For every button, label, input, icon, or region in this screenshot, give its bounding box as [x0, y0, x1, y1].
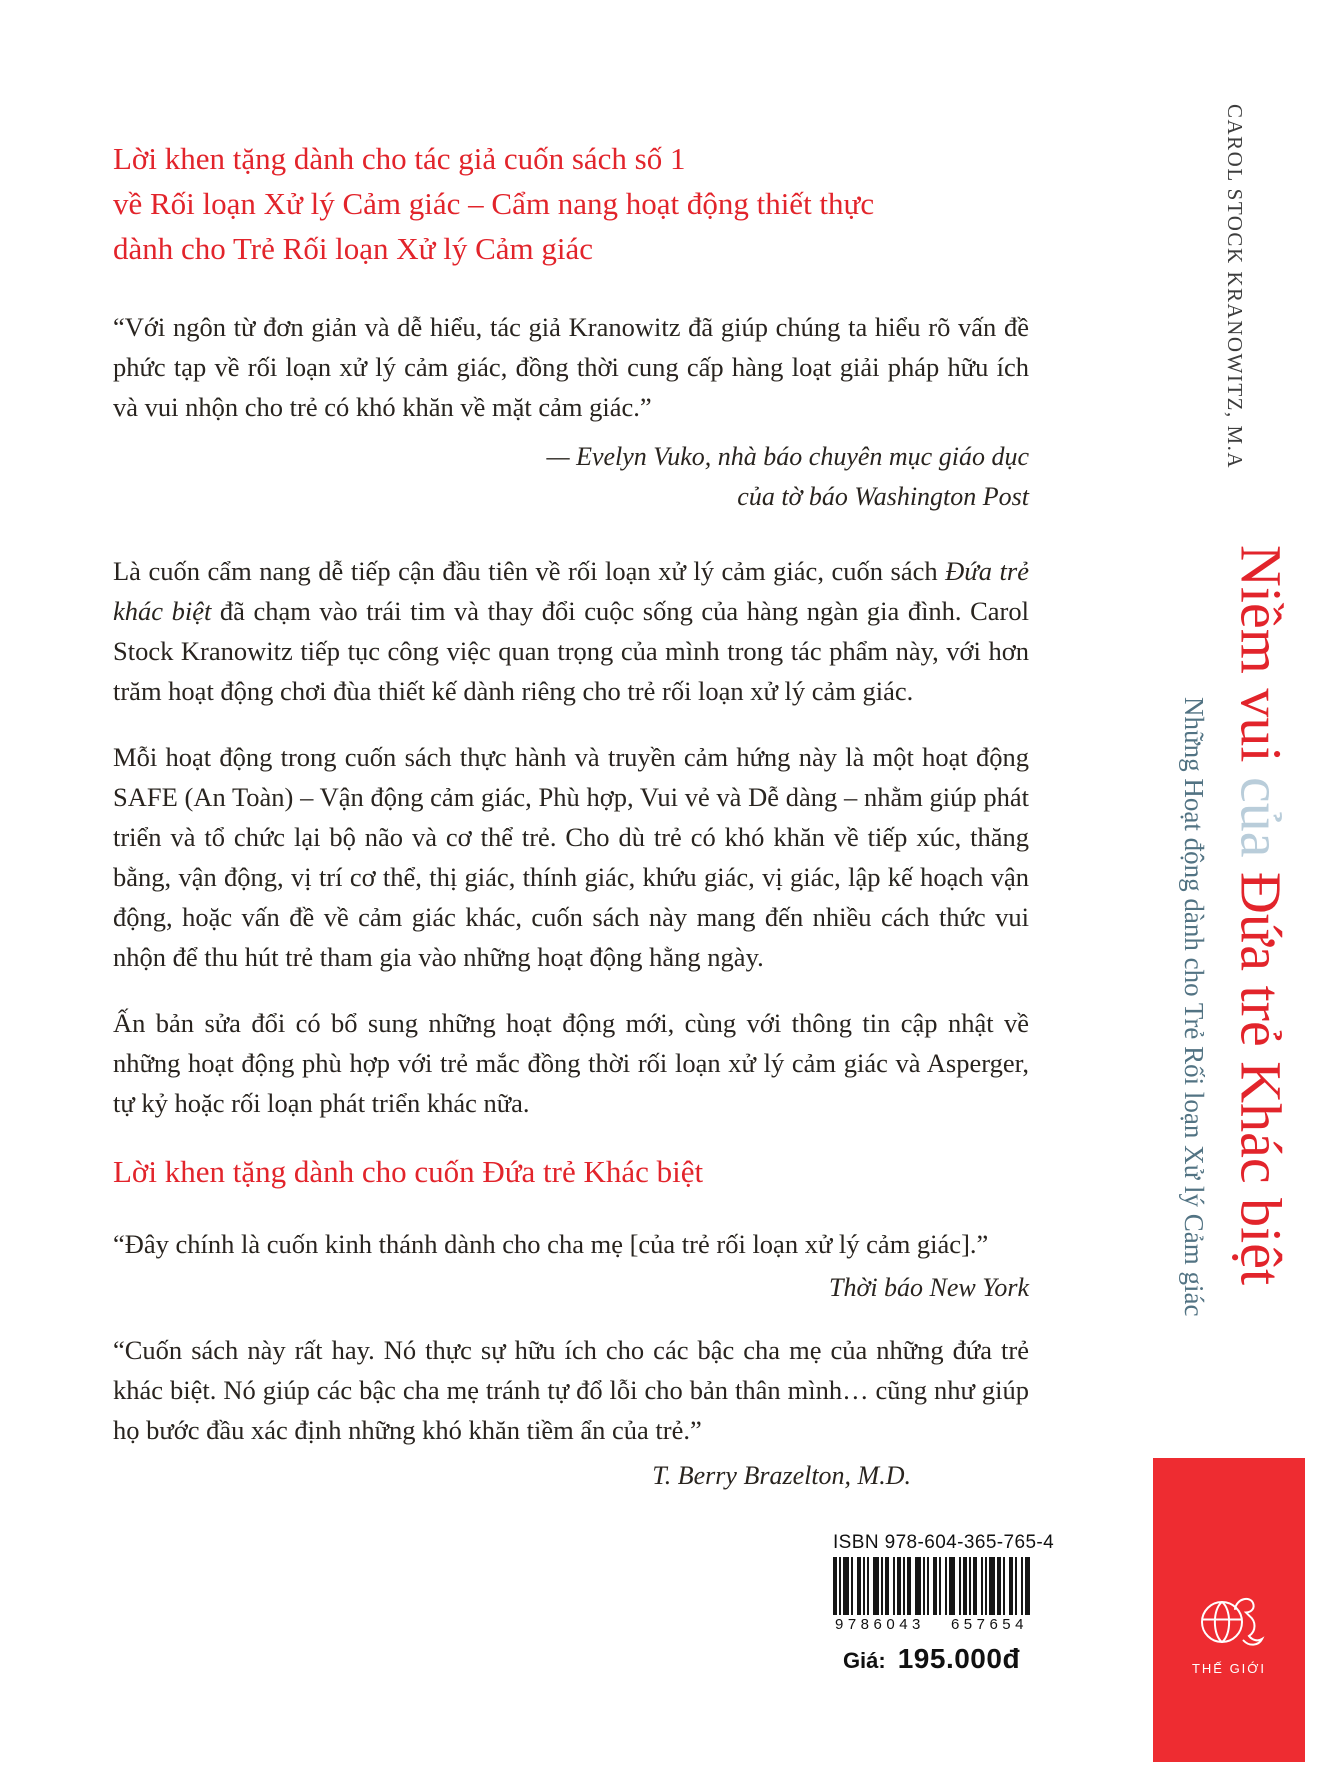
heading-line: về Rối loạn Xử lý Cảm giác – Cẩm nang hoạt động thiết thực: [113, 186, 875, 221]
spine-book-subtitle: Những Hoạt động dành cho Trẻ Rối loạn Xử lý Cảm giác: [1179, 697, 1209, 1317]
price-value: 195.000đ: [897, 1643, 1021, 1674]
praise-heading-book: Lời khen tặng dành cho cuốn Đứa trẻ Khác biệt: [113, 1154, 704, 1189]
para-book-intro: Là cuốn cẩm nang dễ tiếp cận đầu tiên về rối loạn xử lý cảm giác, cuốn sách Đứa trẻ khác biệt đã chạm vào trái tim và thay đổi cuộc sống của hàng ngàn gia đình. Carol Stock Kranowitz tiếp tục công việc quan trọng của mình trong tác phẩm này, với hơn trăm hoạt động chơi đùa thiết kế dành riêng cho trẻ rối loạn xử lý cảm giác.: [113, 556, 1029, 706]
barcode-digits: [833, 1616, 1030, 1633]
para-revised-edition: Ấn bản sửa đổi có bổ sung những hoạt động mới, cùng với thông tin cập nhật về những hoạt động phù hợp với trẻ mắc đồng thời rối loạn xử lý cảm giác và Asperger, tự kỷ hoặc rối loạn phát triển khác nữa.: [113, 1008, 1029, 1118]
attribution-brazelton: T. Berry Brazelton, M.D.: [652, 1461, 911, 1490]
para-safe-activities: Mỗi hoạt động trong cuốn sách thực hành và truyền cảm hứng này là một hoạt động SAFE (An Toàn) – Vận động cảm giác, Phù hợp, Vui vẻ và Dễ dàng – nhằm giúp phát triển và tổ chức lại bộ não và cơ thể trẻ. Cho dù trẻ có khó khăn về tiếp xúc, thăng bằng, vận động, vị trí cơ thể, thị giác, thính giác, khứu giác, vị giác, lập kế hoạch vận động, hoặc vấn đề về cảm giác khác, cuốn sách này mang đến nhiều cách thức vui nhộn để thu hút trẻ tham gia vào những hoạt động hằng ngày.: [113, 742, 1029, 972]
heading-line: Lời khen tặng dành cho tác giả cuốn sách số 1: [113, 141, 686, 176]
colophon: [833, 1532, 1055, 1675]
heading-line: dành cho Trẻ Rối loạn Xử lý Cảm giác: [113, 231, 594, 266]
barcode-digits-left: 9786043: [835, 1616, 925, 1633]
quote-evelyn-vuko: “Với ngôn từ đơn giản và dễ hiểu, tác giả Kranowitz đã giúp chúng ta hiểu rõ vấn đề phức tạp về rối loạn xử lý cảm giác, đồng thời cung cấp hàng loạt giải pháp hữu ích và vui nhộn cho trẻ có khó khăn về mặt cảm giác.”: [113, 312, 1029, 422]
attribution-evelyn-vuko: [113, 437, 1029, 517]
price-label: Giá:: [842, 1648, 886, 1673]
price: [833, 1643, 1030, 1675]
spine-author-name: CAROL STOCK KRANOWITZ, M.A: [1223, 104, 1247, 470]
spine-book-title: Niềm vui của Đứa trẻ Khác biệt: [1228, 545, 1294, 1286]
publisher-name: THẾ GIỚI: [1191, 1660, 1267, 1676]
main-content: [113, 136, 1029, 1496]
quote-brazelton: “Cuốn sách này rất hay. Nó thực sự hữu ích cho các bậc cha mẹ của những đứa trẻ khác biệt. Nó giúp các bậc cha mẹ tránh tự đổ lỗi cho bản thân mình… cũng như giúp họ bước đầu xác định những khó khăn tiềm ẩn của trẻ.”: [113, 1335, 1029, 1445]
barcode-digits-right: 657654: [950, 1616, 1028, 1633]
attribution-line: — Evelyn Vuko, nhà báo chuyên mục giáo dục: [546, 442, 1029, 471]
barcode-icon: [833, 1557, 1030, 1615]
praise-heading-author: [113, 136, 1029, 271]
globe-dove-logo-icon: [1193, 1585, 1265, 1657]
publisher-block: [1153, 1458, 1305, 1762]
isbn-label: ISBN 978-604-365-765-4: [833, 1532, 1055, 1553]
attribution-ny-times: Thời báo New York: [828, 1273, 1029, 1302]
quote-ny-times: “Đây chính là cuốn kinh thánh dành cho cha mẹ [của trẻ rối loạn xử lý cảm giác].”: [113, 1229, 989, 1259]
attribution-line: của tờ báo Washington Post: [737, 482, 1029, 511]
